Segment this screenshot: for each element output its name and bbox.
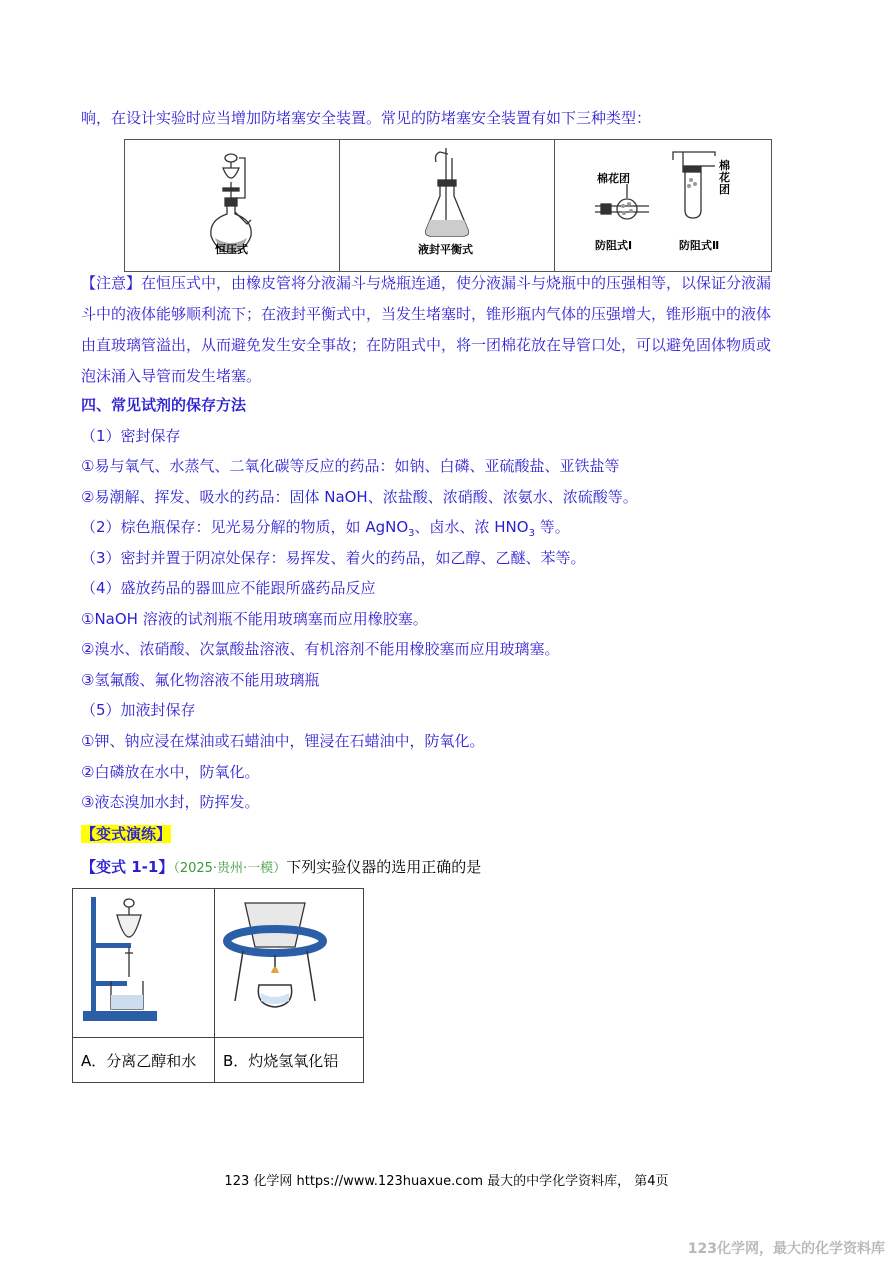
cotton-ball-label: 棉花团	[597, 172, 630, 185]
note-line-1: 【注意】在恒压式中，由橡皮管将分液漏斗与烧瓶连通，使分液漏斗与烧瓶中的压强相等，以保证分液漏	[81, 274, 772, 292]
question-line	[81, 857, 481, 879]
apparatus-figure	[124, 139, 772, 272]
question-source: （2025·贵州·一模）	[173, 861, 287, 876]
cotton-ball-vertical-label: 棉花团	[719, 159, 730, 196]
liquid-seal-label: 液封平衡式	[418, 243, 473, 256]
figure-panel-anti-block	[555, 140, 771, 271]
page-footer: 123 化学网 https://www.123huaxue.com 最大的中学化学资料库， 第4页	[224, 1174, 669, 1189]
note-line-3: 由直玻璃管溢出，从而避免发生安全事故；在防阻式中，将一团棉花放在导管口处，可以避免固体物质或	[81, 336, 772, 354]
question-text: 下列实验仪器的选用正确的是	[286, 858, 482, 876]
note-paragraph	[81, 268, 813, 392]
options-text-row	[73, 1038, 363, 1082]
option-a-image-cell	[73, 889, 215, 1037]
list-item: ②溴水、浓硝酸、次氯酸盐溶液、有机溶剂不能用橡胶塞而应用玻璃塞。	[81, 640, 560, 658]
list-item: （5）加液封保存	[81, 701, 196, 719]
option-b-cell[interactable]	[215, 1038, 363, 1082]
option-b-image-cell	[215, 889, 363, 1037]
note-tag: 【注意】	[81, 274, 142, 292]
options-image-row	[73, 889, 363, 1038]
separatory-funnel-apparatus-icon	[73, 889, 214, 1037]
list-item: ①易与氧气、水蒸气、二氧化碳等反应的药品：如钠、白磷、亚硫酸盐、亚铁盐等	[81, 457, 620, 475]
list-item: ③液态溴加水封，防挥发。	[81, 793, 260, 811]
figure-panel-constant-pressure	[125, 140, 340, 271]
note-line-4: 泡沫涌入导管而发生堵塞。	[81, 367, 262, 385]
list-item: ③氢氟酸、氟化物溶液不能用玻璃瓶	[81, 671, 320, 689]
list-item: ②白磷放在水中，防氧化。	[81, 763, 260, 781]
option-a-text: A．分离乙醇和水	[81, 1052, 197, 1070]
section-title: 四、常见试剂的保存方法	[81, 396, 247, 414]
practice-heading: 【变式演练】	[81, 825, 172, 843]
option-b-text: B．灼烧氢氧化铝	[223, 1052, 339, 1070]
evaporating-apparatus-icon	[215, 889, 363, 1037]
options-table	[72, 888, 364, 1083]
list-item: （1）密封保存	[81, 427, 181, 445]
list-item: ①NaOH 溶液的试剂瓶不能用玻璃塞而应用橡胶塞。	[81, 610, 428, 628]
note-line-2: 斗中的液体能够顺利流下；在液封平衡式中，当发生堵塞时，锥形瓶内气体的压强增大，锥形瓶中的液体	[81, 305, 772, 323]
intro-text: 响，在设计实验时应当增加防堵塞安全装置。常见的防堵塞安全装置有如下三种类型：	[81, 109, 652, 127]
figure-panel-liquid-seal	[340, 140, 555, 271]
list-item: （2）棕色瓶保存：见光易分解的物质，如 AgNO$_3$、卤水、浓 $HNO_3$ 等。	[81, 518, 570, 539]
anti-block-1-label: 防阻式Ⅰ	[595, 239, 633, 252]
anti-block-2-label: 防阻式Ⅱ	[679, 239, 720, 252]
list-item: ①钾、钠应浸在煤油或石蜡油中，锂浸在石蜡油中，防氧化。	[81, 732, 485, 750]
constant-pressure-label: 恒压式	[215, 243, 248, 256]
list-item: （3）密封并置于阴凉处保存：易挥发、着火的药品，如乙醇、乙醚、苯等。	[81, 549, 586, 567]
question-tag: 【变式 1-1】	[81, 858, 174, 876]
list-item: ②易潮解、挥发、吸水的药品：固体 NaOH、浓盐酸、浓硝酸、浓氨水、浓硫酸等。	[81, 488, 638, 506]
watermark: 123化学网，最大的化学资料库	[687, 1241, 885, 1257]
anti-block-apparatus-icon	[555, 140, 771, 271]
option-a-cell[interactable]	[73, 1038, 215, 1082]
list-item: （4）盛放药品的器皿应不能跟所盛药品反应	[81, 579, 376, 597]
